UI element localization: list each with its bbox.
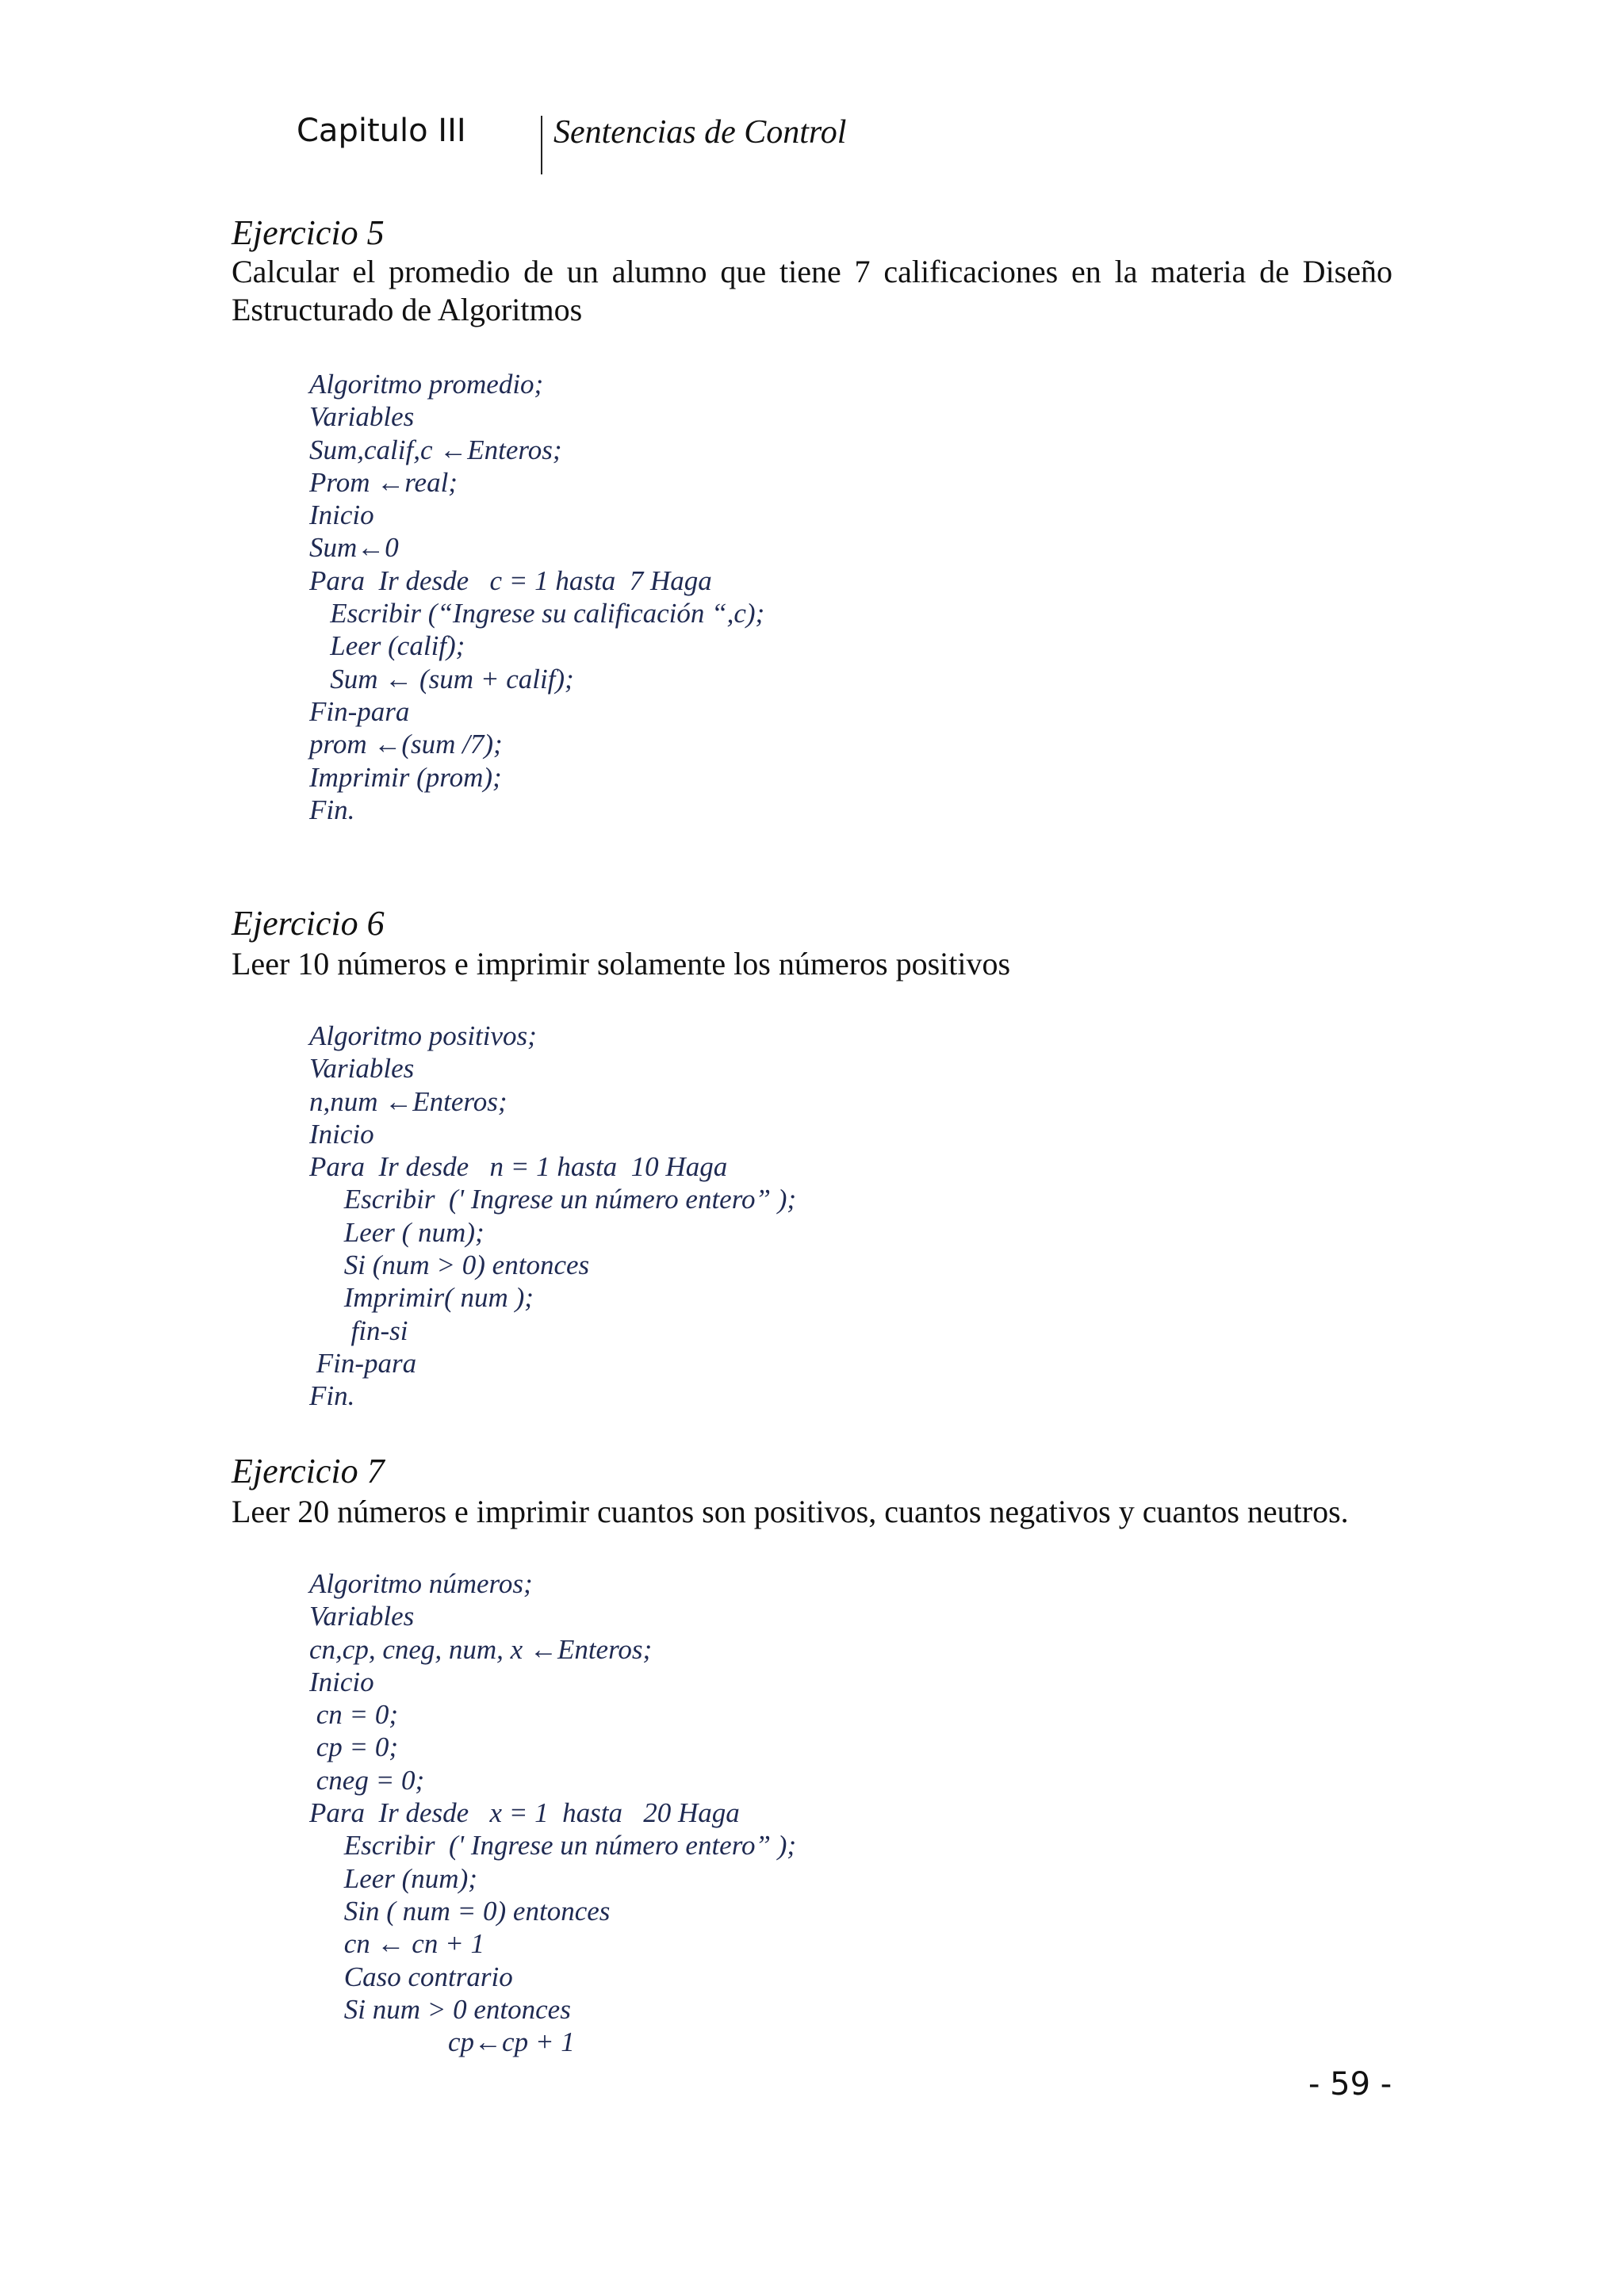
exercise-6-code	[309, 1020, 796, 1413]
code-line: Inicio	[309, 499, 374, 531]
code-line: Fin-para	[309, 695, 410, 727]
exercise-6-title: Ejercicio 6	[232, 904, 385, 943]
code-line: Escribir (' Ingrese un número entero” );	[309, 1830, 797, 1862]
code-line: Algoritmo promedio;	[309, 369, 544, 400]
code-line: cn = 0;	[309, 1699, 399, 1731]
chapter-label: Capitulo III	[297, 113, 466, 149]
code-line: Fin.	[309, 794, 355, 825]
code-line: Si num > 0 entonces	[309, 1993, 571, 2025]
code-line: Variables	[309, 1601, 415, 1632]
code-line: Leer ( num);	[309, 1216, 485, 1248]
exercise-7-statement: Leer 20 números e imprimir cuantos son positivos, cuantos negativos y cuantos neutros.	[232, 1494, 1349, 1529]
chapter-topic: Sentencias de Control	[553, 114, 847, 151]
code-line: Fin-para	[309, 1347, 417, 1379]
exercise-7-title: Ejercicio 7	[232, 1452, 385, 1490]
code-line: Leer (calif);	[309, 630, 465, 662]
code-line: Para Ir desde x = 1 hasta 20 Haga	[309, 1797, 740, 1829]
code-line: cp = 0;	[309, 1732, 399, 1763]
code-line: fin-si	[309, 1314, 408, 1346]
code-line: prom ←(sum /7);	[309, 729, 503, 760]
code-line: Imprimir( num );	[309, 1282, 534, 1314]
code-line: Inicio	[309, 1666, 374, 1697]
code-line: Variables	[309, 1053, 415, 1085]
code-line: cneg = 0;	[309, 1764, 425, 1796]
code-line: Fin.	[309, 1380, 355, 1412]
header-divider	[541, 116, 542, 174]
code-line: Para Ir desde c = 1 hasta 7 Haga	[309, 564, 712, 596]
code-line: Inicio	[309, 1118, 374, 1150]
exercise-6-statement: Leer 10 números e imprimir solamente los números positivos	[232, 946, 1011, 982]
code-line: Sum ← (sum + calif);	[309, 663, 574, 695]
code-line: Prom ←real;	[309, 466, 458, 498]
code-line: Sin ( num = 0) entonces	[309, 1895, 611, 1927]
code-line: Variables	[309, 401, 415, 433]
exercise-5-statement: Calcular el promedio de un alumno que tiene 7 calificaciones en la materia de Diseño Estructurado de Algoritmos	[232, 254, 1392, 327]
page-number: - 59 -	[1308, 2066, 1392, 2103]
exercise-5-code	[309, 368, 764, 826]
code-line: Sum←0	[309, 532, 399, 564]
code-line: cn,cp, cneg, num, x ←Enteros;	[309, 1633, 653, 1665]
exercise-5-title: Ejercicio 5	[232, 213, 385, 252]
code-line: Para Ir desde n = 1 hasta 10 Haga	[309, 1151, 728, 1183]
code-line: Si (num > 0) entonces	[309, 1249, 590, 1281]
code-line: Caso contrario	[309, 1961, 513, 1992]
code-line: Sum,calif,c ←Enteros;	[309, 434, 562, 465]
code-line: Algoritmo números;	[309, 1568, 533, 1599]
code-line: n,num ←Enteros;	[309, 1085, 508, 1117]
code-line: Algoritmo positivos;	[309, 1020, 537, 1051]
code-line: Escribir (“Ingrese su calificación “,c);	[309, 598, 765, 629]
code-line: Leer (num);	[309, 1862, 477, 1894]
code-line: cp←cp + 1	[309, 2026, 575, 2058]
exercise-7-code	[309, 1567, 796, 2058]
code-line: Imprimir (prom);	[309, 761, 502, 793]
code-line: Escribir (' Ingrese un número entero” );	[309, 1184, 797, 1215]
code-line: cn ← cn + 1	[309, 1928, 485, 1960]
